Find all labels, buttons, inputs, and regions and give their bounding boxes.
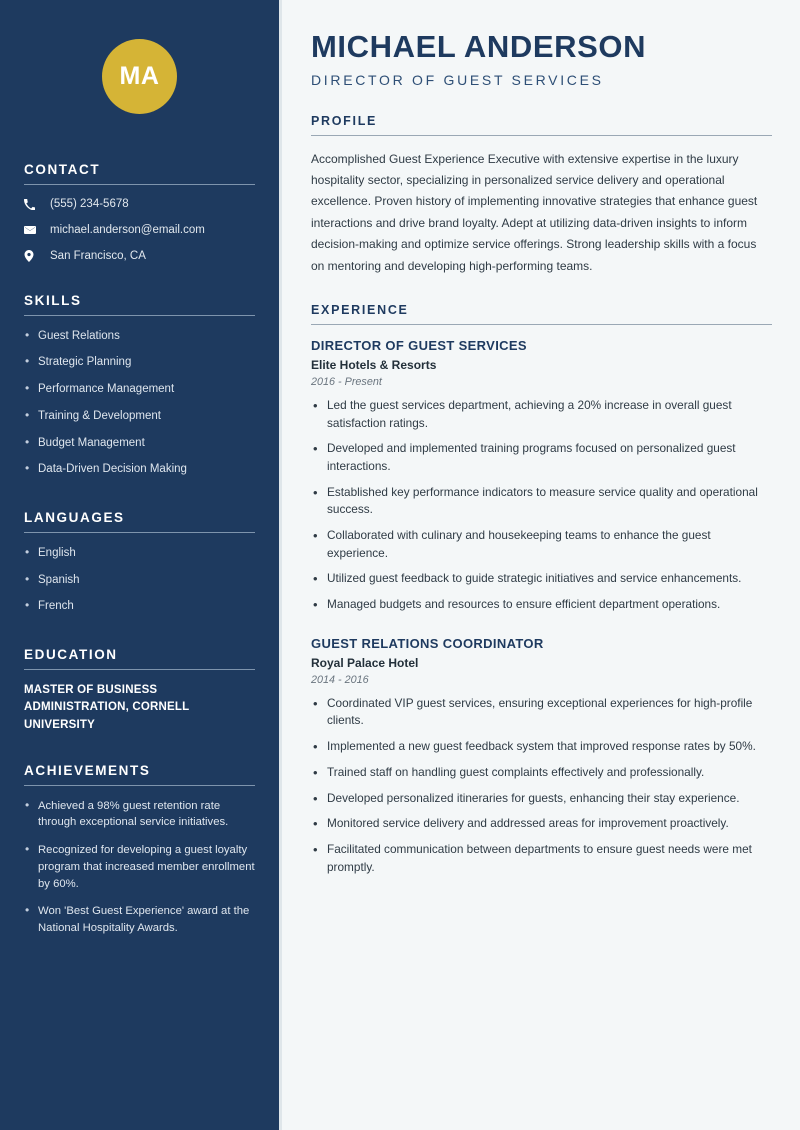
sidebar-section-skills [24,293,255,478]
list-item: • Developed and implemented training programs focused on personalized guest interactions. [311,440,772,475]
list-item: • French [24,598,255,615]
list-item: • Spanish [24,572,255,589]
experience-divider [311,324,772,325]
contact-location-value: San Francisco, CA [50,249,146,262]
list-item: • Developed personalized itineraries for guests, enhancing their stay experience. [311,790,772,808]
email-icon [24,224,42,236]
location-pin-icon [24,250,42,262]
profile-text: Accomplished Guest Experience Executive with extensive expertise in the luxury hospitality sector, specializing in personalized service delivery and operational excellence. Proven history of implementing innovative strategies that enhance guest interactions and drive brand loyalty. Adept at utilizing data-driven insights to inform decision-making and optimize service offerings. Strong leadership skills with a focus on mentoring and developing high-performing teams. [311,151,758,273]
phone-icon [24,199,42,210]
experience-job [311,636,772,877]
job-role-subtitle: DIRECTOR OF GUEST SERVICES [311,71,604,88]
avatar-container [24,0,255,114]
list-item: • Facilitated communication between departments to ensure guest needs were met promptly. [311,841,772,876]
achievements-heading: ACHIEVEMENTS [24,762,151,778]
job-title: DIRECTOR OF GUEST SERVICES [311,337,527,353]
job-dates: 2014 - 2016 [311,673,369,686]
skills-heading: SKILLS [24,292,82,308]
avatar: MA [102,39,177,114]
sidebar [0,0,279,1130]
profile-heading: PROFILE [311,113,378,128]
list-item: • Data-Driven Decision Making [24,461,255,478]
sidebar-section-achievements [24,763,255,937]
list-item: • English [24,545,255,562]
contact-email-value: michael.anderson@email.com [50,223,205,236]
list-item: • Performance Management [24,381,255,398]
list-item: • Achieved a 98% guest retention rate through exceptional service initiatives. [24,798,255,831]
list-item: • Utilized guest feedback to guide strategic initiatives and service enhancements. [311,570,772,588]
list-item: • Trained staff on handling guest complaints effectively and professionally. [311,764,772,782]
list-item: • Strategic Planning [24,354,255,371]
section-experience [311,303,772,876]
experience-job [311,338,772,614]
sidebar-section-languages [24,510,255,615]
job-bullet-list [311,397,772,614]
list-item: • Monitored service delivery and addressed areas for improvement proactively. [311,815,772,833]
achievements-divider [24,785,255,786]
list-item: • Managed budgets and resources to ensure efficient department operations. [311,596,772,614]
list-item: • Established key performance indicators to measure service quality and operational success. [311,484,772,519]
contact-phone-value: (555) 234-5678 [50,198,129,210]
education-heading: EDUCATION [24,646,118,662]
list-item: • Budget Management [24,435,255,452]
languages-heading: LANGUAGES [24,509,125,525]
profile-divider [311,135,772,136]
page-title: MICHAEL ANDERSON [311,29,647,64]
sidebar-section-contact [24,162,255,264]
education-item: MASTER OF BUSINESS ADMINISTRATION, CORNELL UNIVERSITY [24,683,190,732]
list-item: • Collaborated with culinary and housekeeping teams to enhance the guest experience. [311,527,772,562]
job-title: GUEST RELATIONS COORDINATOR [311,635,544,651]
skills-list [24,328,255,478]
list-item: • Training & Development [24,408,255,425]
list-item: • Led the guest services department, achieving a 20% increase in overall guest satisfaction ratings. [311,397,772,432]
languages-divider [24,532,255,533]
contact-heading: CONTACT [24,162,101,177]
contact-item-email[interactable] [24,223,255,238]
contact-list [24,197,255,264]
job-dates: 2016 - Present [311,375,382,388]
list-item: • Won 'Best Guest Experience' award at the National Hospitality Awards. [24,903,255,936]
languages-list [24,545,255,615]
experience-heading: EXPERIENCE [311,302,409,317]
job-bullet-list [311,695,772,877]
job-company: Elite Hotels & Resorts [311,357,437,372]
list-item: • Coordinated VIP guest services, ensuring exceptional experiences for high-profile clients. [311,695,772,730]
list-item: • Guest Relations [24,328,255,345]
achievements-list [24,798,255,937]
contact-item-phone[interactable] [24,197,255,212]
job-company: Royal Palace Hotel [311,655,419,670]
skills-divider [24,315,255,316]
sidebar-section-education [24,647,255,735]
list-item: • Implemented a new guest feedback system that improved response rates by 50%. [311,738,772,756]
main-content [282,0,800,1130]
list-item: • Recognized for developing a guest loyalty program that increased member enrollment by 60%. [24,842,255,892]
contact-divider [24,184,255,185]
education-divider [24,669,255,670]
section-profile [311,114,772,277]
contact-item-location[interactable] [24,249,255,264]
